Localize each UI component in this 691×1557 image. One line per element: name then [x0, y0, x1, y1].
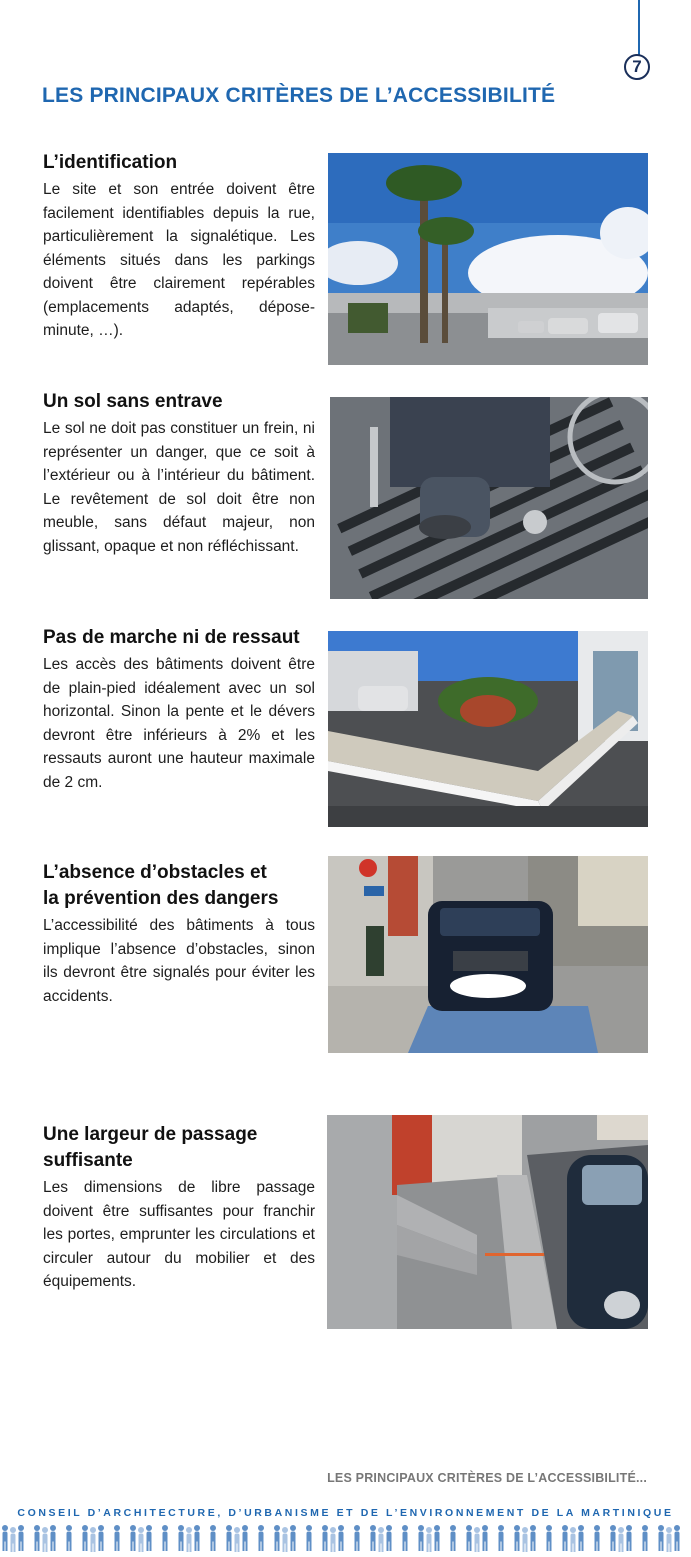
section-body: Les accès des bâtiments doivent être de plain-pied idéalement avec un sol horizontal. Sinon la pente et le dévers devront être inférieurs à 2% et les ressauts auront une hauteur maximale de 2 cm.	[43, 656, 315, 791]
section-heading-line: Une largeur de passage	[43, 1124, 258, 1145]
section-sol-sans-entrave	[43, 389, 315, 558]
section-body: Le site et son entrée doivent être facilement identifiables depuis la rue, particulièrement la signalétique. Les éléments situés dans les parkings doivent être clairement repérables (emplacements adaptés, dépose-minute, …).	[43, 181, 315, 339]
footer-section-title: LES PRINCIPAUX CRITÈRES DE L’ACCESSIBILITÉ...	[327, 1471, 647, 1485]
section-absence-obstacles	[43, 860, 315, 1008]
section-body: L’accessibilité des bâtiments à tous implique l’absence d’obstacles, sinon ils devront être signalés pour éviter les accidents.	[43, 917, 315, 1005]
narrow-sidewalk-photo	[327, 1115, 648, 1329]
section-heading-line: la prévention des dangers	[43, 888, 279, 909]
wheelchair-on-grate-photo	[330, 397, 648, 599]
section-identification	[43, 150, 315, 343]
section-heading: L’identification	[43, 152, 178, 173]
section-pas-de-marche	[43, 625, 315, 794]
people-silhouettes-band	[0, 1524, 691, 1552]
page-edge-line	[638, 0, 640, 55]
section-largeur-passage	[43, 1122, 315, 1294]
section-heading: Pas de marche ni de ressaut	[43, 627, 300, 648]
section-heading	[43, 860, 315, 912]
footer-organization: CONSEIL D’ARCHITECTURE, D’URBANISME ET DE L’ENVIRONNEMENT DE LA MARTINIQUE	[17, 1507, 674, 1519]
page-title: LES PRINCIPAUX CRITÈRES DE L’ACCESSIBILITÉ	[42, 84, 556, 107]
ramp-walkway-photo	[328, 631, 648, 827]
palm-trees-parking-photo	[328, 153, 648, 365]
section-heading-line: L’absence d’obstacles et	[43, 862, 267, 883]
page-number: 7	[624, 54, 650, 80]
section-heading-line: suffisante	[43, 1150, 133, 1171]
section-heading	[43, 1122, 315, 1174]
suv-on-disabled-parking-photo	[328, 856, 648, 1053]
section-heading: Un sol sans entrave	[43, 391, 223, 412]
section-body: Les dimensions de libre passage doivent être suffisantes pour franchir les portes, emprunter les circulations et circuler autour du mobilier et des équipements.	[43, 1179, 315, 1290]
section-body: Le sol ne doit pas constituer un frein, ni représenter un danger, que ce soit à l’extérieur ou à l’intérieur du bâtiment. Le revêtement de sol doit être non meuble, sans défaut majeur, non glissant, opaque et non réfléchissant.	[43, 420, 315, 555]
